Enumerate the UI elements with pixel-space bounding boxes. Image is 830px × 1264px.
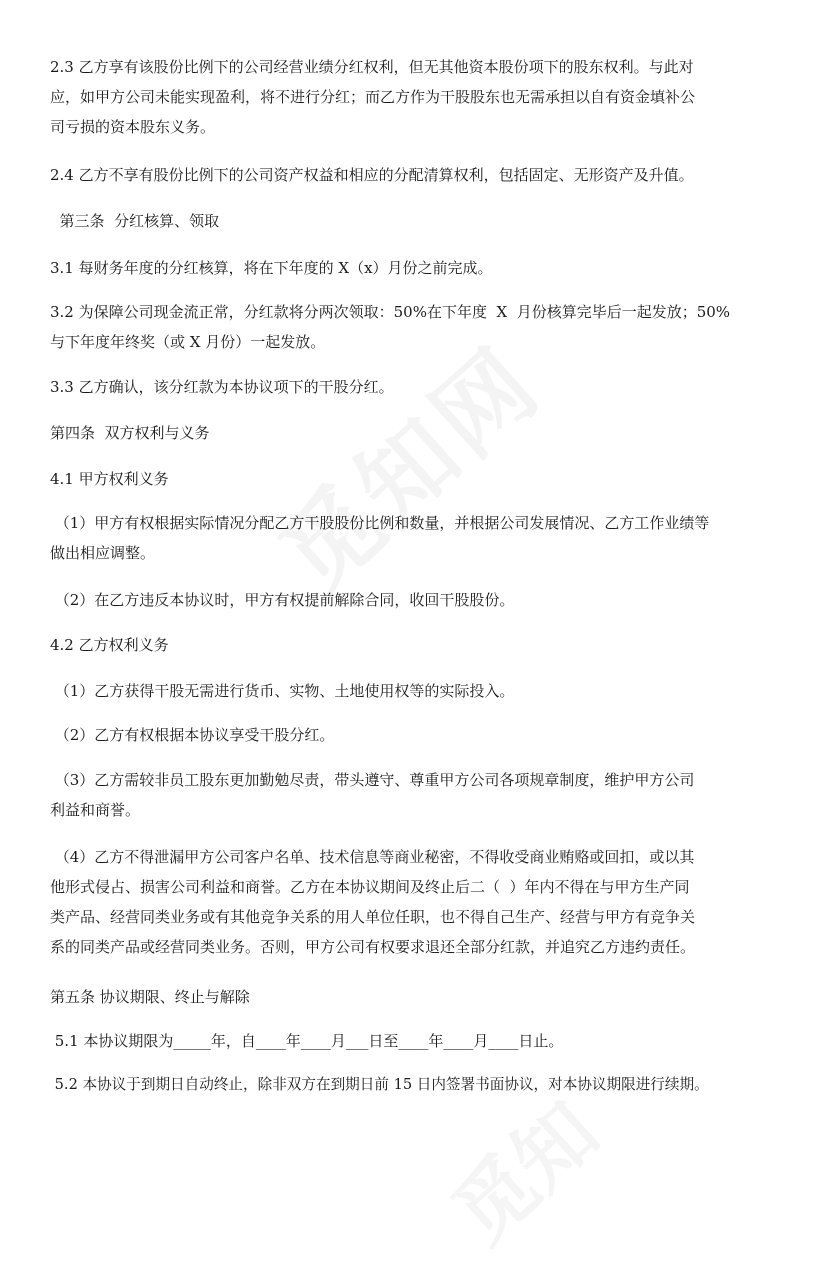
clause-4-2-heading: 4.2 乙方权利义务 <box>50 636 169 654</box>
clause-3-2: 3.2 为保障公司现金流正常，分红款将分两次领取：50%在下年度 X 月份核算完毕后一起发放；50% 与下年度年终奖（或 X 月份）一起发放。 <box>50 303 731 351</box>
clause-4-2-item-4: （4）乙方不得泄漏甲方公司客户名单、技术信息等商业秘密，不得收受商业贿赂或回扣，或以其 他形式侵占、损害公司利益和商誉。乙方在本协议期间及终止后二（ ）年内不得在与甲方生产同 类产品、经营同类业务或有其他竞争关系的用人单位任职，也不得自己生产、经营与甲方有竞争关 系的同类产品或经营同类业务。否则，甲方公司有权要求退还全部分红款，并追究乙方违约责任。 <box>50 848 696 956</box>
clause-2-4: 2.4 乙方不享有股份比例下的公司资产权益和相应的分配清算权利，包括固定、无形资产及升值。 <box>50 166 694 184</box>
clause-4-1-item-2: （2）在乙方违反本协议时，甲方有权提前解除合同，收回干股股份。 <box>50 591 515 609</box>
clause-4-1-item-1: （1）甲方有权根据实际情况分配乙方干股股份比例和数量，并根据公司发展情况、乙方工作业绩等 做出相应调整。 <box>50 514 710 562</box>
clause-4-2-item-1: （1）乙方获得干股无需进行货币、实物、土地使用权等的实际投入。 <box>50 682 515 700</box>
clause-4-1-heading: 4.1 甲方权利义务 <box>50 470 169 488</box>
clause-4-2-item-2: （2）乙方有权根据本协议享受干股分红。 <box>50 726 335 744</box>
clause-5-2: 5.2 本协议于到期日自动终止，除非双方在到期日前 15 日内签署书面协议，对本协议期限进行续期。 <box>50 1076 709 1093</box>
article-3-heading: 第三条 分红核算、领取 <box>50 212 220 230</box>
article-5-heading: 第五条 协议期限、终止与解除 <box>50 988 250 1006</box>
clause-2-3: 2.3 乙方享有该股份比例下的公司经营业绩分红权利，但无其他资本股份项下的股东权利。与此对 应，如甲方公司未能实现盈利，将不进行分红；而乙方作为干股股东也无需承担以自有资金填补公 司亏损的资本股东义务。 <box>50 58 696 136</box>
clause-3-3: 3.3 乙方确认，该分红款为本协议项下的干股分红。 <box>50 378 394 396</box>
clause-3-1: 3.1 每财务年度的分红核算，将在下年度的 X（x）月份之前完成。 <box>50 259 493 277</box>
clause-4-2-item-3: （3）乙方需较非员工股东更加勤勉尽责，带头遵守、尊重甲方公司各项规章制度，维护甲方公司 利益和商誉。 <box>50 771 695 819</box>
clause-5-1: 5.1 本协议期限为_____年，自____年____月___日至____年____月____日止。 <box>50 1032 564 1050</box>
article-4-heading: 第四条 双方权利与义务 <box>50 424 210 442</box>
